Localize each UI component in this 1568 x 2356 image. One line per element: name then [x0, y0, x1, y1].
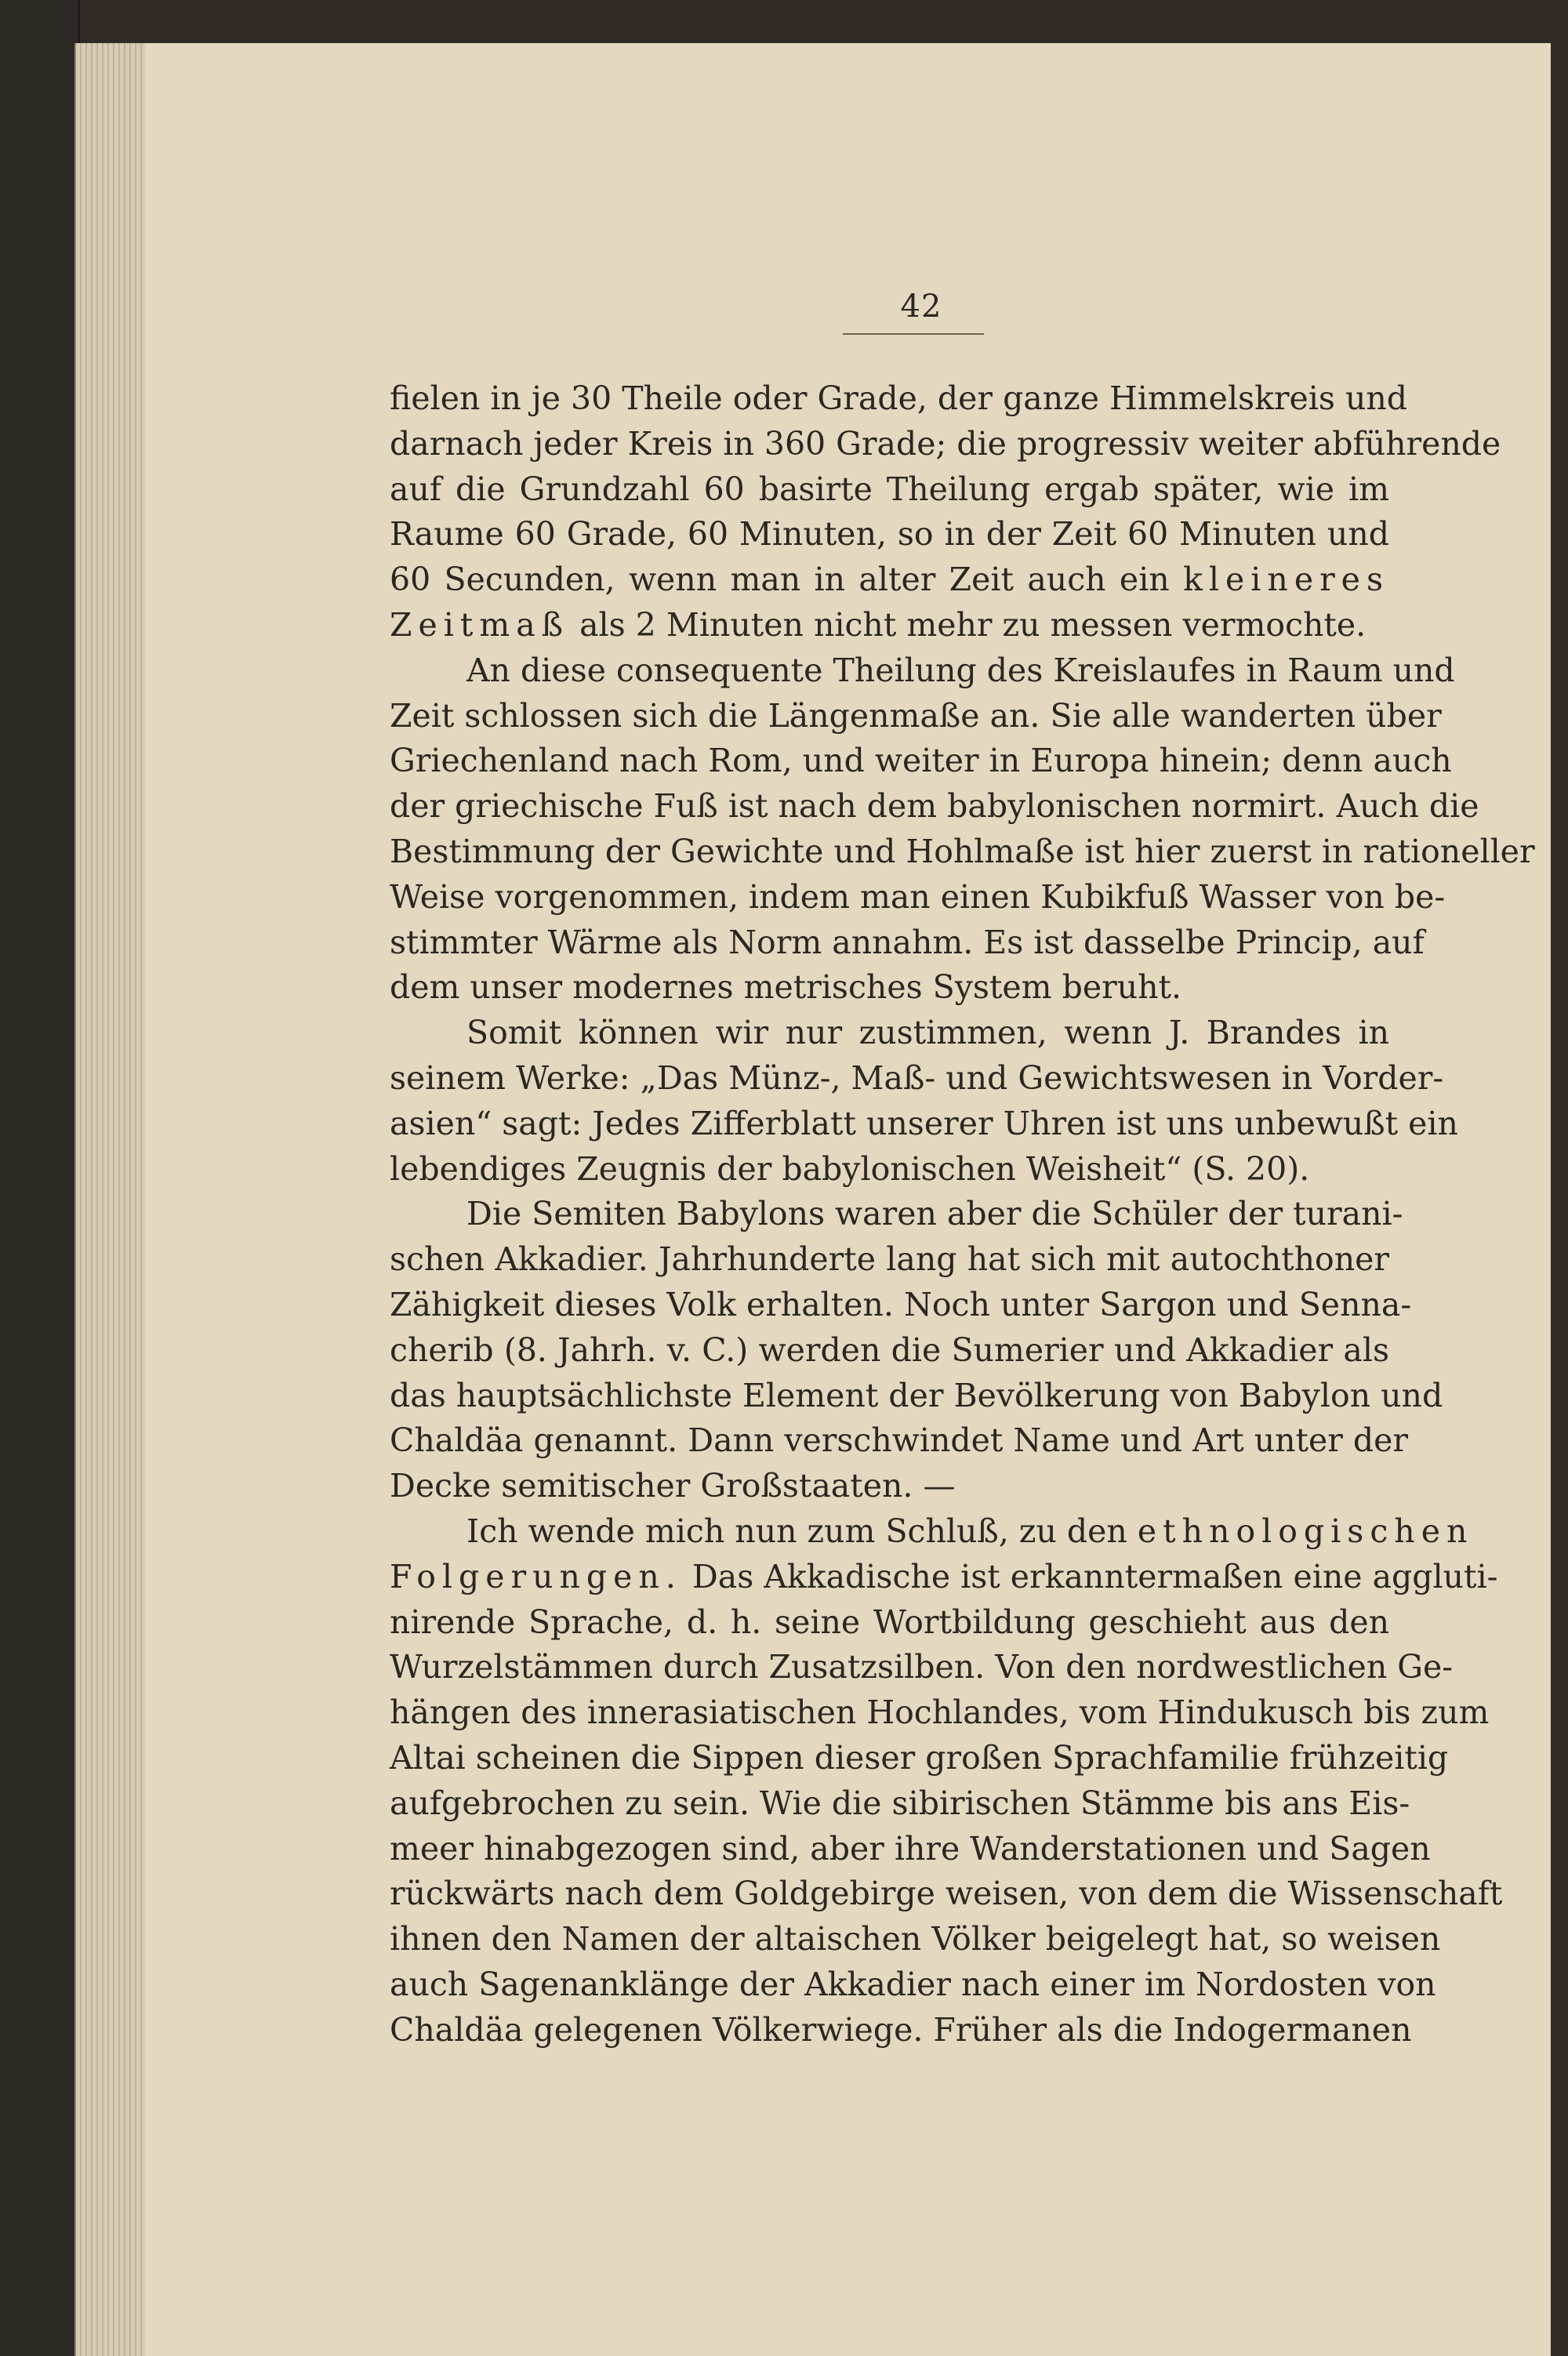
text-line [390, 1328, 1389, 1374]
line-text: darnach jeder Kreis in 360 Grade; die progressiv weiter abführende [390, 424, 1501, 463]
text-line [390, 1600, 1389, 1646]
text-line [390, 467, 1389, 513]
line-text: An diese consequente Theilung des Kreislaufes in Raum und [466, 651, 1455, 689]
text-line [390, 694, 1442, 739]
text-line [390, 1871, 1503, 1917]
line-text: Chaldäa gelegenen Völkerwiege. Früher als die Indogermanen [390, 2010, 1412, 2049]
line-text: lebendiges Zeugnis der babylonischen Weisheit“ (S. 20). [390, 1149, 1310, 1188]
text-line [390, 920, 1425, 966]
text-line [390, 376, 1408, 422]
text-line [390, 875, 1446, 920]
text-line [390, 1056, 1444, 1102]
line-text: fielen in je 30 Theile oder Grade, der ganze Himmelskreis und [390, 379, 1408, 417]
line-text: seinem Werke: „Das Münz-, Maß- und Gewichtswesen in Vorder- [390, 1058, 1444, 1097]
line-text: Griechenland nach Rom, und weiter in Europa hinein; denn auch [390, 742, 1452, 780]
text-line [390, 2008, 1412, 2053]
text-line [390, 965, 1389, 1011]
text-line [390, 1464, 1389, 1509]
text-line [390, 739, 1452, 784]
text-line [390, 1736, 1449, 1781]
line-text: hängen des innerasiatischen Hochlandes, vom Hindukusch bis zum [390, 1693, 1490, 1732]
line-text: meer hinabgezogen sind, aber ihre Wanderstationen und Sagen [390, 1829, 1431, 1868]
line-text: Somit können wir nur zustimmen, wenn J. Brandes in [466, 1014, 1389, 1052]
line-text: Chaldäa genannt. Dann verschwindet Name und Art unter der [390, 1421, 1409, 1460]
text-line [390, 1917, 1441, 1962]
line-text: 60 Secunden, wenn man in alter Zeit auch ein [390, 561, 1170, 599]
page-number: 42 [900, 289, 942, 325]
text-line [390, 1147, 1389, 1193]
line-text: Zeit schlossen sich die Längenmaße an. Sie alle wanderten über [390, 696, 1442, 735]
line-text: als 2 Minuten nicht mehr zu messen vermochte. [579, 605, 1367, 644]
line-text: der griechische Fuß ist nach dem babylonischen normirt. Auch die [390, 787, 1479, 826]
text-line [390, 1283, 1412, 1328]
text-line [390, 784, 1479, 830]
text-line [390, 1192, 1403, 1237]
text-line [390, 1555, 1498, 1600]
text-line [390, 1962, 1436, 2008]
spaced-word: kleineres [1183, 561, 1389, 599]
line-text: dem unser modernes metrisches System beruht. [390, 968, 1182, 1007]
spaced-word: Zeitmaß [390, 605, 570, 644]
line-text: stimmter Wärme als Norm annahm. Es ist dasselbe Princip, auf [390, 923, 1425, 961]
line-text: aufgebrochen zu sein. Wie die sibirischen Stämme bis ans Eis- [390, 1784, 1410, 1822]
line-text: auch Sagenanklänge der Akkadier nach einer im Nordosten von [390, 1965, 1436, 2003]
text-line [390, 1645, 1454, 1690]
text-line [390, 1781, 1410, 1827]
text-line [390, 830, 1535, 875]
spaced-word: ethnologischen [1137, 1512, 1474, 1550]
line-text: Zähigkeit dieses Volk erhalten. Noch unter Sargon und Senna- [390, 1285, 1412, 1323]
line-text: nirende Sprache, d. h. seine Wortbildung geschieht aus den [390, 1603, 1389, 1641]
text-line [390, 1690, 1490, 1736]
line-text: schen Akkadier. Jahrhunderte lang hat sich mit autochthoner [390, 1240, 1389, 1279]
line-text: rückwärts nach dem Goldgebirge weisen, von dem die Wissenschaft [390, 1875, 1503, 1913]
text-line [390, 648, 1455, 694]
line-text: das hauptsächlichste Element der Bevölkerung von Babylon und [390, 1376, 1443, 1414]
text-line [390, 1102, 1458, 1147]
text-line [390, 422, 1501, 467]
line-text: cherib (8. Jahrh. v. C.) werden die Sumerier und Akkadier als [390, 1330, 1389, 1369]
line-text: ihnen den Namen der altaischen Völker beigelegt hat, so weisen [390, 1920, 1441, 1958]
line-text: Wurzelstämmen durch Zusatzsilben. Von den nordwestlichen Ge- [390, 1648, 1454, 1686]
text-line [390, 1827, 1431, 1872]
text-line [390, 512, 1389, 557]
line-text: Die Semiten Babylons waren aber die Schüler der turani- [466, 1195, 1403, 1233]
text-line [390, 603, 1389, 648]
text-line [390, 1011, 1389, 1056]
line-text: Das Akkadische ist erkanntermaßen eine aggluti- [691, 1557, 1498, 1595]
text-line [390, 1374, 1443, 1419]
scan-right-edge [1551, 0, 1568, 2356]
line-text: Altai scheinen die Sippen dieser großen Sprachfamilie frühzeitig [390, 1738, 1449, 1777]
book-cover-edge [0, 0, 80, 2356]
line-text: Raume 60 Grade, 60 Minuten, so in der Zeit 60 Minuten und [390, 515, 1389, 554]
body-text [390, 376, 1535, 2053]
page-stack-edge [74, 43, 147, 2356]
text-line [390, 557, 1389, 603]
text-line [390, 1237, 1389, 1283]
text-line [390, 1418, 1409, 1464]
line-text: asien“ sagt: Jedes Zifferblatt unserer Uhren ist uns unbewußt ein [390, 1104, 1458, 1142]
line-text: Bestimmung der Gewichte und Hohlmaße ist hier zuerst in rationeller [390, 832, 1535, 870]
text-line [390, 1509, 1474, 1555]
line-text: Weise vorgenommen, indem man einen Kubikfuß Wasser von be- [390, 877, 1446, 916]
line-text: Decke semitischer Großstaaten. — [390, 1467, 956, 1505]
line-text: Ich wende mich nun zum Schluß, zu den [466, 1512, 1127, 1550]
spaced-word: Folgerungen. [390, 1557, 682, 1595]
page-number-rule [843, 333, 984, 335]
line-text: auf die Grundzahl 60 basirte Theilung ergab später, wie im [390, 470, 1389, 508]
